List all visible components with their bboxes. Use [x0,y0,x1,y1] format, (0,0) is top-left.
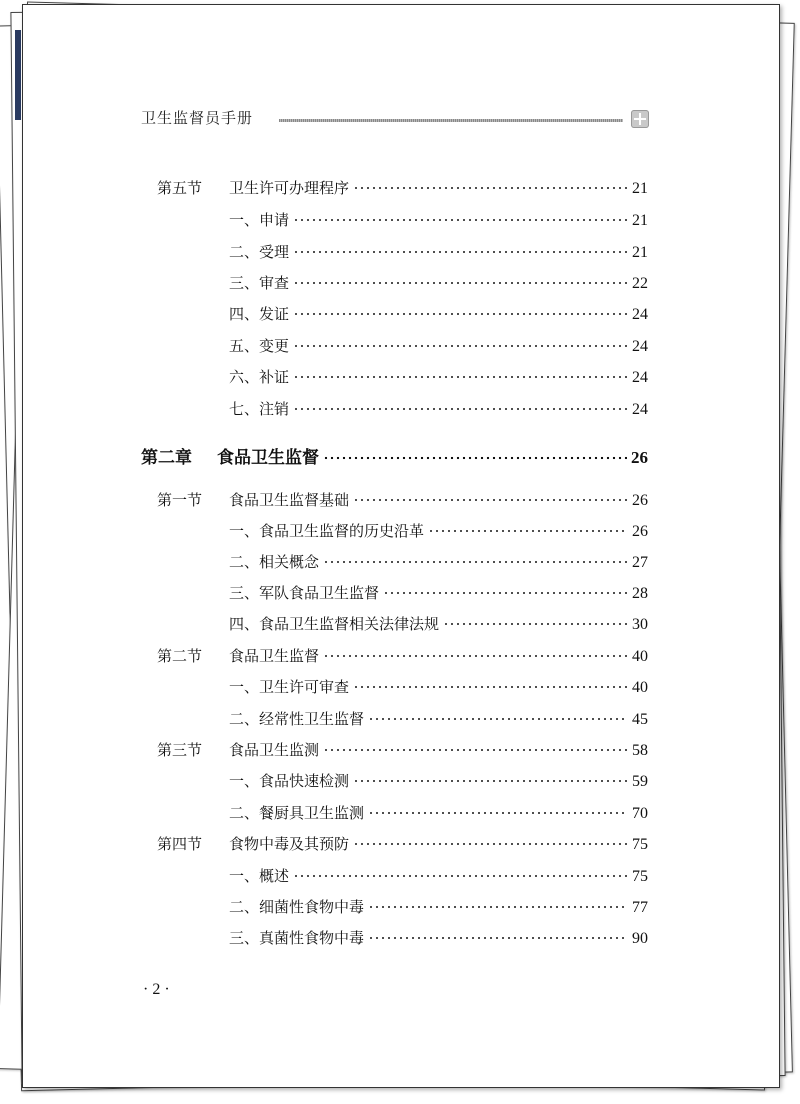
toc-page: 59 [632,773,648,790]
toc-section[interactable] [157,833,648,854]
toc-item[interactable] [229,303,648,324]
toc-item[interactable] [229,209,648,230]
toc-number: 第四节 [157,835,203,853]
toc-page: 90 [632,930,648,947]
toc-section[interactable] [157,739,648,760]
toc-item[interactable] [229,865,648,886]
toc-title: 二、餐厨具卫生监测 [229,804,365,822]
toc-title: 五、变更 [229,337,290,355]
toc-number: 第三节 [157,741,203,759]
toc-leader [293,240,628,255]
toc-title: 一、卫生许可审查 [229,678,350,696]
toc-item[interactable] [229,582,648,603]
toc-title: 二、细菌性食物中毒 [229,898,365,916]
header-rule [279,119,623,122]
toc-number: 第二章 [141,448,192,468]
toc-page: 30 [632,616,648,633]
toc-leader [293,302,628,317]
toc-page: 77 [632,899,648,916]
toc-page: 70 [632,805,648,822]
running-header [141,107,653,133]
toc-leader [383,581,628,596]
toc-number: 第二节 [157,647,203,665]
toc-page: 40 [632,679,648,696]
toc-leader [323,738,628,753]
toc-number: 第一节 [157,491,203,509]
toc-page: 24 [632,306,648,323]
toc-page: 58 [632,742,648,759]
toc-leader [368,707,628,722]
toc-item[interactable] [229,520,648,541]
header-title: 卫生监督员手册 [141,109,254,127]
toc-title: 食品卫生监督 [217,448,319,468]
toc-leader [323,444,627,461]
toc-title: 三、真菌性食物中毒 [229,929,365,947]
toc-leader [293,397,628,412]
toc-item[interactable] [229,708,648,729]
toc-item[interactable] [229,613,648,634]
toc-item[interactable] [229,927,648,948]
toc-item[interactable] [229,802,648,823]
toc-section[interactable] [157,177,648,198]
toc-title: 四、发证 [229,305,290,323]
toc-title: 食品卫生监测 [229,741,320,759]
toc-leader [353,832,628,847]
toc-leader [293,334,628,349]
toc-page: 24 [632,369,648,386]
toc-page: 24 [632,401,648,418]
toc-title: 二、经常性卫生监督 [229,710,365,728]
toc-page: 75 [632,836,648,853]
toc-item[interactable] [229,272,648,293]
toc-leader [293,365,628,380]
toc-leader [353,176,628,191]
toc-leader [353,769,628,784]
toc-section[interactable] [157,489,648,510]
toc-leader [368,801,628,816]
toc-item[interactable] [229,241,648,262]
toc-page: 26 [632,523,648,540]
toc-item[interactable] [229,770,648,791]
toc-item[interactable] [229,896,648,917]
page-number: · 2 · [143,981,170,998]
toc-page: 28 [632,585,648,602]
toc-page: 26 [631,448,648,467]
toc-title: 二、相关概念 [229,553,320,571]
toc-item[interactable] [229,366,648,387]
toc-title: 食物中毒及其预防 [229,835,350,853]
toc-page: 45 [632,711,648,728]
toc-title: 四、食品卫生监督相关法律法规 [229,615,440,633]
toc-item[interactable] [229,551,648,572]
toc-title: 三、审查 [229,274,290,292]
toc-page: 22 [632,275,648,292]
toc-page: 26 [632,492,648,509]
toc-title: 一、食品快速检测 [229,772,350,790]
toc-title: 一、概述 [229,867,290,885]
toc-title: 二、受理 [229,243,290,261]
toc-title: 七、注销 [229,400,290,418]
toc-page: 75 [632,868,648,885]
toc-page: 24 [632,338,648,355]
toc-title: 卫生许可办理程序 [229,179,350,197]
toc-leader [368,895,628,910]
toc-title: 一、申请 [229,211,290,229]
toc-page: 21 [632,180,648,197]
toc-page: 21 [632,212,648,229]
book-edge-stripe [15,30,21,120]
toc-leader [368,926,628,941]
toc-item[interactable] [229,398,648,419]
toc-leader [353,675,628,690]
toc-item[interactable] [229,335,648,356]
toc-leader [323,644,628,659]
toc-chapter[interactable] [141,443,648,468]
toc-leader [443,612,628,627]
toc-leader [293,864,628,879]
toc-leader [323,550,628,565]
toc-title: 一、食品卫生监督的历史沿革 [229,522,425,540]
toc-page: 21 [632,244,648,261]
toc-title: 食品卫生监督 [229,647,320,665]
toc-title: 三、军队食品卫生监督 [229,584,380,602]
toc-leader [428,519,628,534]
document-page [22,4,780,1088]
toc-title: 食品卫生监督基础 [229,491,350,509]
toc-number: 第五节 [157,179,203,197]
toc-section[interactable] [157,645,648,666]
toc-leader [293,208,628,223]
toc-item[interactable] [229,676,648,697]
toc-title: 六、补证 [229,368,290,386]
toc-leader [293,271,628,286]
toc-leader [353,488,628,503]
plus-icon[interactable] [631,110,649,128]
toc-page: 40 [632,648,648,665]
toc-page: 27 [632,554,648,571]
